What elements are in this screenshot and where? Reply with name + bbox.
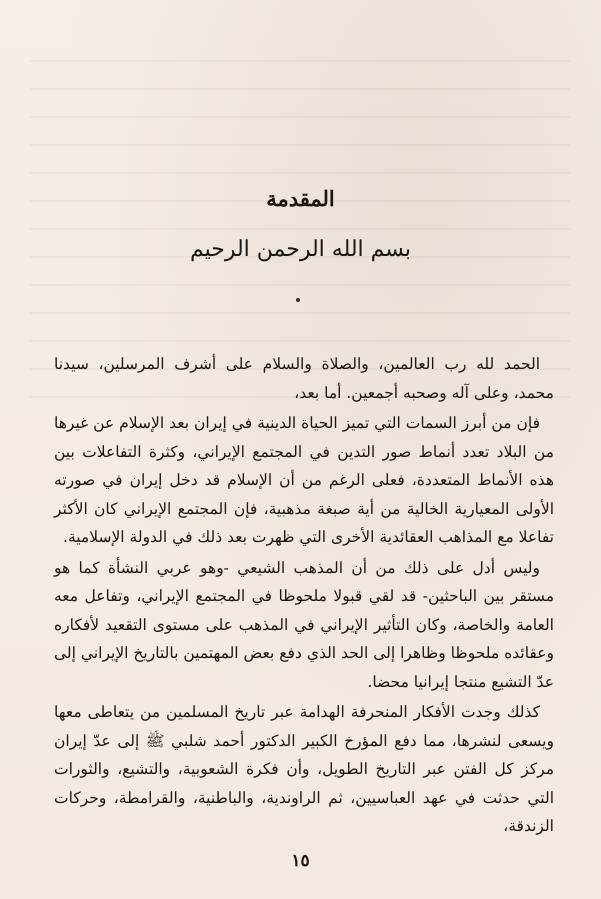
paragraph: فإن من أبرز السمات التي تميز الحياة الدينية في إيران بعد الإسلام عن غيرها من البلاد تعدد أنماط صور التدين في المجتمع الإيراني، وكثرة التفاعلات بين هذه الأنماط المتعددة، فعلى الرغم من أن الإسلام قد دخل إيران في صورته الأولى المعيارية الخالية من أية صبغة مذهبية، فإن المجتمع الإيراني كان الأكثر تفاعلا مع المذاهب العقائدية الأخرى التي ظهرت بعد ذلك في الدولة الإسلامية. <box>54 414 554 546</box>
paragraph: وليس أدل على ذلك من أن المذهب الشيعي -وهو عربي النشأة كما هو مستقر بين الباحثين- قد لقي قبولا ملحوظا في المجتمع الإيراني، وتفاعل معه العامة والخاصة، وكان التأثير الإيراني في المذهب على مستوى التقعيد لأفكاره وعقائده ملحوظا وظاهرا إلى الحد الذي دفع بعض المهتمين بالتاريخ الإيراني إلى عدّ التشيع منتجا إيرانيا محضا. <box>54 558 554 691</box>
chapter-title: المقدمة <box>266 186 335 211</box>
paragraph: كذلك وجدت الأفكار المنحرفة الهدامة عبر تاريخ المسلمين من يتعاطى معها ويسعى لنشرها، مما دفع المؤرخ الكبير الدكتور أحمد شلبي ﷺ إلى عدّ إيران مركز كل الفتن عبر التاريخ الطويل، وأن فكرة الشعوبية، والتشيع، والثورات التي حدثت في عهد العباسيين، ثم الراوندية، والباطنية، والقرامطة، وحركات الزندقة، <box>54 703 554 835</box>
basmala-calligraphy: بسم الله الرحمن الرحيم <box>189 237 412 262</box>
paragraph: الحمد لله رب العالمين، والصلاة والسلام على أشرف المرسلين، سيدنا محمد، وعلى آله وصحبه أجمعين. أما بعد، <box>54 355 554 402</box>
ornament-dot <box>296 298 300 302</box>
page-number: ١٥ <box>291 851 310 871</box>
body-text <box>54 350 554 843</box>
